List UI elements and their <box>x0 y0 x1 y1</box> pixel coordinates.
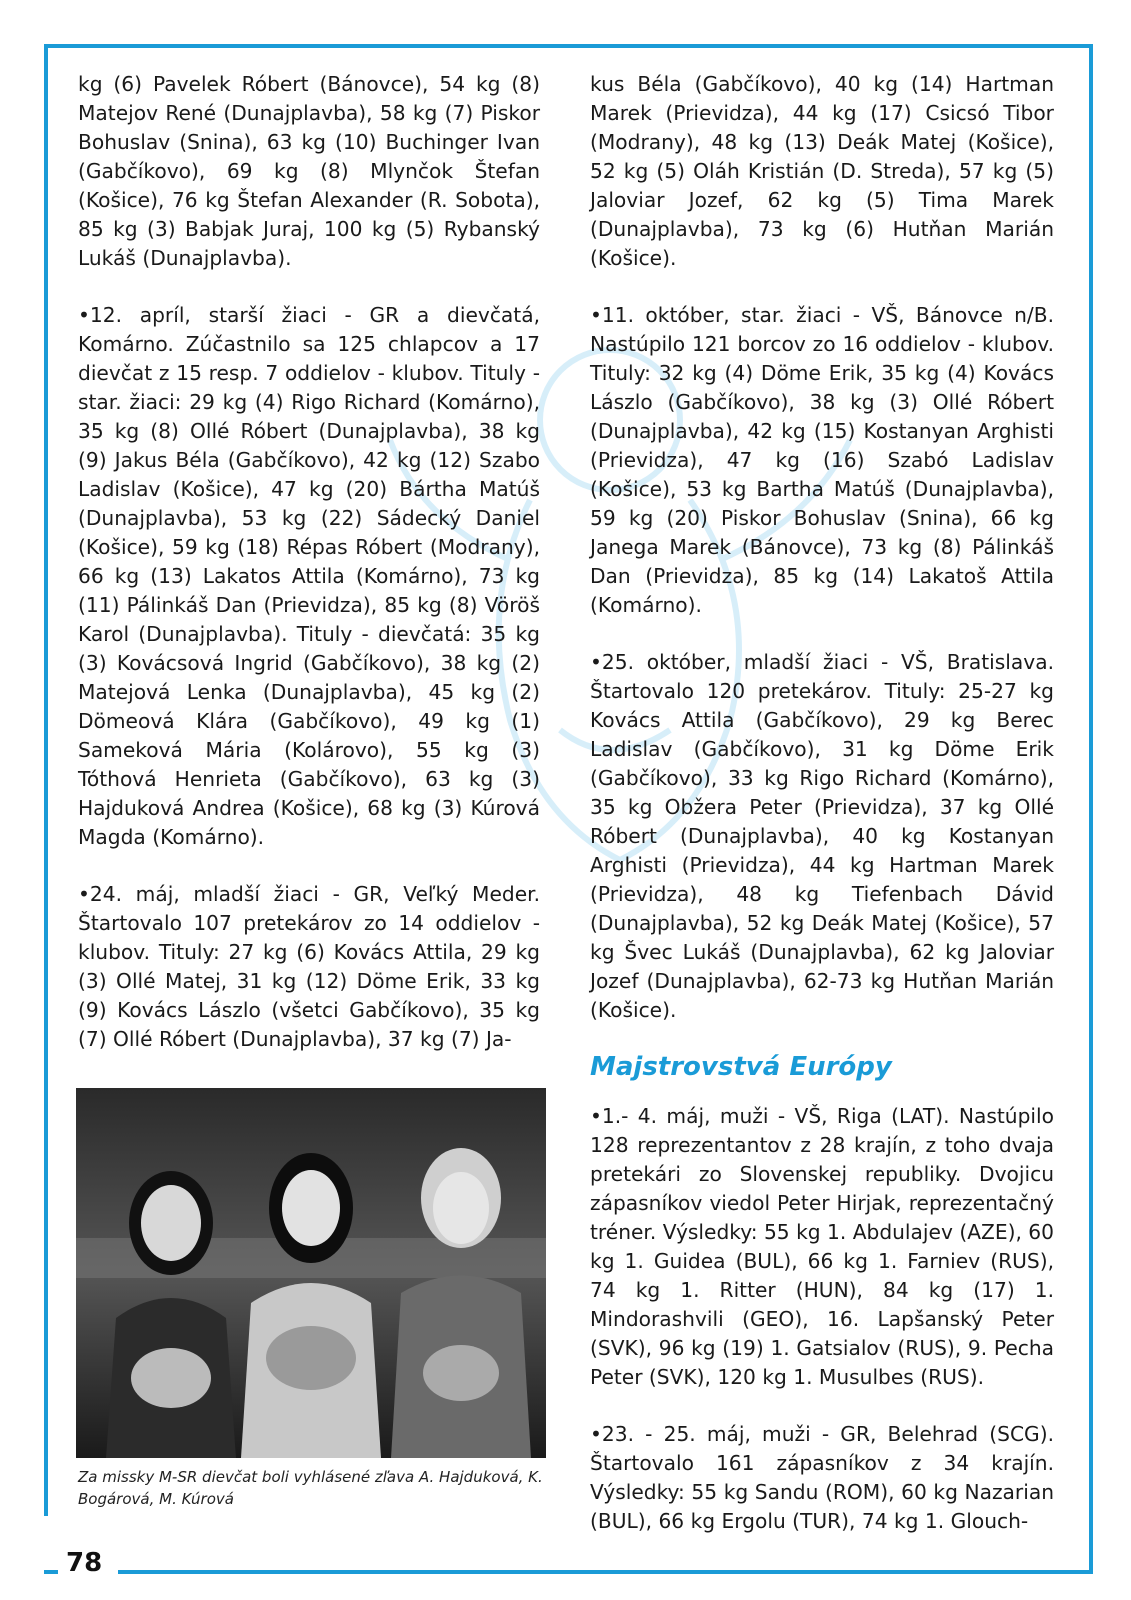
frame-bottom-border <box>118 1570 1093 1574</box>
right-column <box>590 70 1054 1564</box>
paragraph: •23. - 25. máj, muži - GR, Belehrad (SCG). Štartovalo 161 zápasníkov z 34 krajín. Výsledky: 55 kg Sandu (ROM), 60 kg Nazarian (BUL), 66 kg Ergolu (TUR), 74 kg 1. Glouch- <box>590 1422 1054 1533</box>
section-heading: Majstrovstvá Európy <box>590 1052 892 1082</box>
paragraph: kus Béla (Gabčíkovo), 40 kg (14) Hartman Marek (Prievidza), 44 kg (17) Csicsó Tibor (Modrany), 48 kg (13) Deák Matej (Košice), 52 kg (5) Oláh Kristián (D. Streda), 57 kg (5) Jaloviar Jozef, 62 kg (5) Tima Marek (Dunajplavba), 73 kg (6) Hutňan Marián (Košice). <box>590 72 1054 270</box>
paragraph: •12. apríl, starší žiaci - GR a dievčatá, Komárno. Zúčastnilo sa 125 chlapcov a 17 dievčat z 15 resp. 7 oddielov - klubov. Tituly - star. žiaci: 29 kg (4) Rigo Richard (Komárno), 35 kg (8) Ollé Róbert (Dunajplavba), 38 kg (9) Jakus Béla (Gabčíkovo), 42 kg (12) Szabo Ladislav (Košice), 47 kg (20) Bártha Matúš (Dunajplavba), 53 kg (22) Sádecký Daniel (Košice), 59 kg (18) Répas Róbert (Modrany), 66 kg (13) Lakatos Attila (Komárno), 73 kg (11) Pálinkáš Dan (Prievidza), 85 kg (8) Vöröš Karol (Dunajplavba). Tituly - dievčatá: 35 kg (3) Kovácsová Ingrid (Gabčíkovo), 38 kg (2) Matejová Lenka (Dunajplavba), 45 kg (2) Dömeová Klára (Gabčíkovo), 49 kg (1) Sameková Mária (Kolárovo), 55 kg (3) Tóthová Henrieta (Gabčíkovo), 63 kg (3) Hajduková Andrea (Košice), 68 kg (3) Kúrová Magda (Komárno). <box>78 303 540 849</box>
frame-top-border <box>44 44 1093 48</box>
paragraph: kg (6) Pavelek Róbert (Bánovce), 54 kg (8) Matejov René (Dunajplavba), 58 kg (7) Piskor Bohuslav (Snina), 63 kg (10) Buchinger Ivan (Gabčíkovo), 69 kg (8) Mlynčok Štefan (Košice), 76 kg Štefan Alexander (R. Sobota), 85 kg (3) Babjak Juraj, 100 kg (5) Rybanský Lukáš (Dunajplavba). <box>78 72 540 270</box>
paragraph: •25. október, mladší žiaci - VŠ, Bratislava. Štartovalo 120 pretekárov. Tituly: 25-27 kg Kovács Attila (Gabčíkovo), 29 kg Berec Ladislav (Gabčíkovo), 31 kg Döme Erik (Gabčíkovo), 33 kg Rigo Richard (Komárno), 35 kg Obžera Peter (Prievidza), 37 kg Ollé Róbert (Dunajplavba), 40 kg Kostanyan Arghisti (Prievidza), 44 kg Hartman Marek (Prievidza), 48 kg Tiefenbach Dávid (Dunajplavba), 52 kg Deák Matej (Košice), 57 kg Švec Lukáš (Dunajplavba), 62 kg Jaloviar Jozef (Dunajplavba), 62-73 kg Hutňan Marián (Košice). <box>590 650 1054 1022</box>
photo-caption: Za missky M-SR dievčat boli vyhlásené zľava A. Hajduková, K. Bogárová, M. Kúrová <box>78 1468 543 1508</box>
photo-illustration <box>76 1088 546 1458</box>
left-column <box>78 70 540 1082</box>
frame-right-border <box>1089 44 1093 1574</box>
frame-bottom-left-border <box>44 1570 58 1574</box>
paragraph: •24. máj, mladší žiaci - GR, Veľký Meder. Štartovalo 107 pretekárov zo 14 oddielov - klubov. Tituly: 27 kg (6) Kovács Attila, 29 kg (3) Ollé Matej, 31 kg (12) Döme Erik, 33 kg (9) Kovács Lászlo (všetci Gabčíkovo), 35 kg (7) Ollé Róbert (Dunajplavba), 37 kg (7) Ja- <box>78 882 540 1051</box>
frame-left-border <box>44 44 48 1516</box>
paragraph: •1.- 4. máj, muži - VŠ, Riga (LAT). Nastúpilo 128 reprezentantov z 28 krajín, z toho dvaja pretekári zo Slovenskej republiky. Dvojicu zápasníkov viedol Peter Hirjak, reprezentačný tréner. Výsledky: 55 kg 1. Abdulajev (AZE), 60 kg 1. Guidea (BUL), 66 kg 1. Farniev (RUS), 74 kg 1. Ritter (HUN), 84 kg (17) 1. Mindorashvili (GEO), 16. Lapšanský Peter (SVK), 96 kg (19) 1. Gatsialov (RUS), 9. Pecha Peter (SVK), 120 kg 1. Musulbes (RUS). <box>590 1104 1054 1389</box>
photo-three-girls <box>76 1088 546 1458</box>
page-number: 78 <box>66 1548 103 1578</box>
paragraph: •11. október, star. žiaci - VŠ, Bánovce n/B. Nastúpilo 121 borcov zo 16 oddielov - klubov. Tituly: 32 kg (4) Döme Erik, 35 kg (4) Kovács Lászlo (Gabčíkovo), 38 kg (3) Ollé Róbert (Dunajplavba), 42 kg (15) Kostanyan Arghisti (Prievidza), 47 kg (16) Szabó Ladislav (Košice), 53 kg Bartha Matúš (Dunajplavba), 59 kg (20) Piskor Bohuslav (Snina), 66 kg Janega Marek (Bánovce), 73 kg (8) Pálinkáš Dan (Prievidza), 85 kg (14) Lakatoš Attila (Komárno). <box>590 303 1054 617</box>
